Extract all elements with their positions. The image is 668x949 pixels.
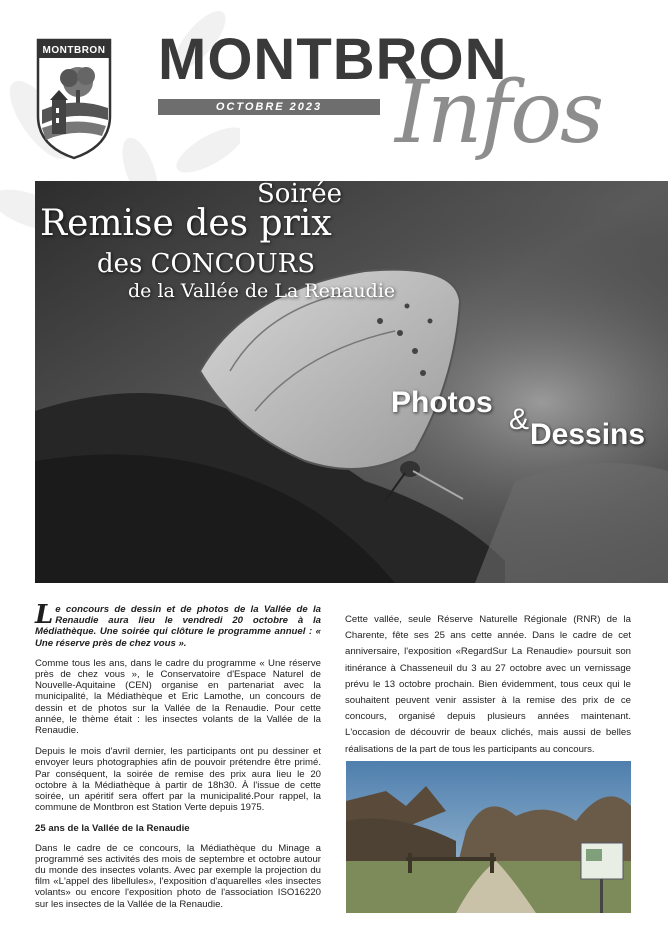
svg-text:MONTBRON: MONTBRON bbox=[42, 45, 106, 56]
hero-ampersand: & bbox=[509, 403, 530, 436]
issue-date: OCTOBRE 2023 bbox=[158, 99, 380, 115]
town-crest-logo bbox=[36, 38, 112, 160]
article-paragraph-2: Depuis le mois d'avril dernier, les participants ont pu dessiner et envoyer leurs photographies afin de pouvoir prétendre être primé. Par conséquent, la soirée de remise des prix aura lieu le 20 octobre à la Médiathèque à partir de 18h30. À l'issue de cette soirée, un apéritif sera offert par la municipalité.Pour rappel, la commune de Montbron est Station Verte depuis 1975. bbox=[35, 746, 321, 814]
article-column-left bbox=[35, 600, 321, 920]
article-column-right bbox=[345, 612, 631, 758]
hero-line-vallee: de la Vallée de La Renaudie bbox=[128, 280, 396, 302]
article-lead bbox=[35, 600, 321, 649]
lead-text: e concours de dessin et de photos de la Vallée de la Renaudie aura lieu le vendredi 20 octobre à la Médiathèque. Une soirée qui clôture le programme annuel : « Une réserve près de chez vous ». bbox=[35, 604, 321, 649]
hero-dessins-word: Dessins bbox=[530, 418, 646, 451]
article-subheading: 25 ans de la Vallée de la Renaudie bbox=[35, 823, 190, 835]
hero-photos-word: Photos bbox=[391, 386, 493, 419]
article-paragraph-4: Cette vallée, seule Réserve Naturelle Régionale (RNR) de la Charente, fête ses 25 ans cette année. Dans le cadre de cet anniversaire, l'exposition «RegardSur La Renaudie» poursuit son itinérance à Chasseneuil du 3 au 27 octobre avec un vernissage prévu le 13 octobre prochain. Bien évidemment, tous ceux qui le souhaitent peuvent venir assister à la remise des prix de ce concours, organisé depuis plusieurs années maintenant. L'occasion de découvrir de beaux clichés, mais aussi de belles réalisations de la part de tous les participants au concours. bbox=[345, 614, 631, 755]
article-paragraph-1: Comme tous les ans, dans le cadre du programme « Une réserve près de chez vous », le Conservatoire d'Espace Naturel de Nouvelle-Aquitaine (CEN) organise en partenariat avec la municipalité, la Médiathèque et Eric Lamothe, un concours de dessin et de photos sur la Vallée de la Renaudie. Pour cette année, le thème était : les insectes volants de la Vallée de la Renaudie. bbox=[35, 657, 321, 737]
drop-cap: L bbox=[35, 600, 54, 630]
article-paragraph-3: Dans le cadre de ce concours, la Médiathèque du Minage a programmé ses activités des mois de septembre et octobre autour du monde des insectes volants. Avec par exemple la projection du film «L'appel des libellules», l'exposition d'aquarelles «les insectes volants» ou encore l'exposition photo de l'association ISO16220 sur les insectes de la Vallée de la Renaudie. bbox=[35, 842, 321, 910]
landscape-illustration bbox=[346, 761, 631, 913]
hero-butterfly-photo bbox=[35, 181, 668, 583]
magazine-script-title: Infos bbox=[395, 63, 603, 163]
hero-line-soiree: Soirée bbox=[257, 181, 342, 209]
magazine-title: MONTBRON bbox=[158, 27, 508, 92]
hero-line-remise: Remise des prix bbox=[40, 203, 332, 244]
reserve-landscape-photo bbox=[346, 761, 631, 913]
hero-line-concours: des CONCOURS bbox=[97, 249, 316, 279]
